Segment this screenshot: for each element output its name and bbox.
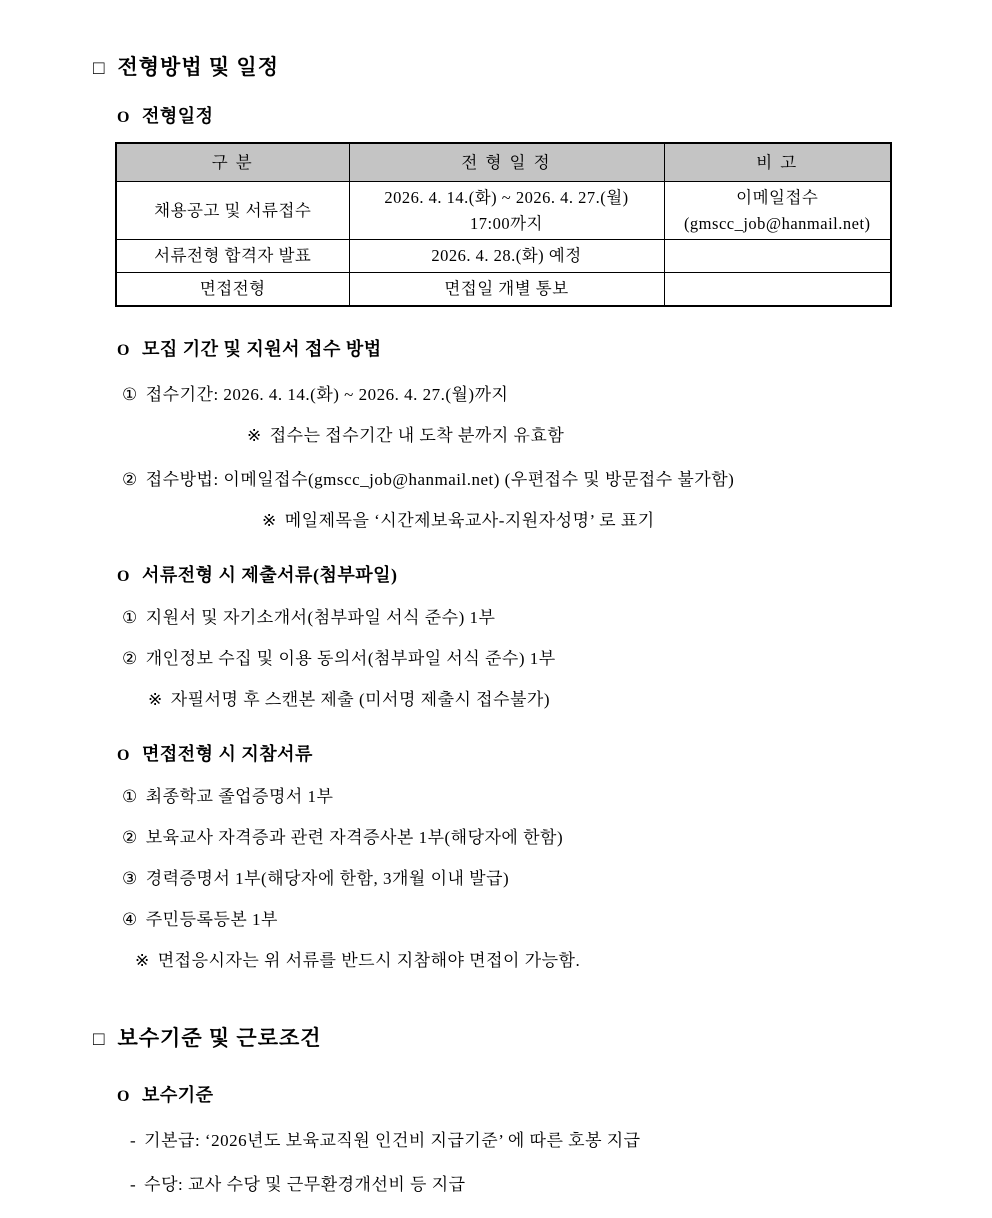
list-item [0,383,992,407]
subsection-title-text: 면접전형 시 지참서류 [141,744,313,764]
table-row [116,240,891,273]
subsection-schedule [0,104,992,130]
subsection-title-text: 보수기준 [141,1085,214,1105]
list-item [0,606,992,630]
subsection-title-text: 모집 기간 및 지원서 접수 방법 [141,339,382,359]
reference-mark-icon: ※ [247,426,262,445]
cell-schedule [349,182,664,240]
circle-bullet-icon: O [117,747,130,764]
subsection-apply [0,337,992,363]
list-item [0,785,992,809]
list-item-text: 접수는 접수기간 내 도착 분까지 유효함 [269,426,565,445]
table-header-row [116,143,891,182]
reference-mark-icon: ※ [262,511,277,530]
table-row [116,182,891,240]
subsection-pay-standard [0,1083,992,1109]
note-line2: (gmscc_job@hanmail.net) [683,213,871,233]
circled-number-icon: ④ [122,910,138,929]
list-item-text: 수당: 교사 수당 및 근무환경개선비 등 지급 [144,1175,466,1194]
circle-bullet-icon: O [117,342,130,359]
circled-number-icon: ② [122,470,138,489]
cell-note [664,240,891,273]
list-item [0,826,992,850]
section-title-method [0,54,992,82]
list-item-text: 주민등록등본 1부 [145,910,278,929]
reference-mark-icon: ※ [135,951,150,970]
circled-number-icon: ① [122,787,138,806]
list-item-text: 면접응시자는 위 서류를 반드시 지참해야 면접이 가능함. [157,951,581,970]
circled-number-icon: ③ [122,869,138,888]
circle-bullet-icon: O [117,568,130,585]
section-title-text: 보수기준 및 근로조건 [117,1026,322,1050]
dash-bullet-icon: - [130,1131,137,1150]
square-bullet-icon: □ [93,1029,106,1050]
subsection-title-text: 서류전형 시 제출서류(첨부파일) [141,565,398,585]
list-item [0,1173,992,1197]
circled-number-icon: ① [122,385,138,404]
square-bullet-icon: □ [93,58,106,79]
section-title-text: 전형방법 및 일정 [117,55,279,79]
cell-category: 채용공고 및 서류접수 [116,182,349,240]
list-item-note [0,688,992,712]
list-item [0,867,992,891]
list-item-note [0,424,992,448]
dash-bullet-icon: - [130,1175,137,1194]
cell-note [664,182,891,240]
list-item [0,1129,992,1153]
header-note: 비 고 [664,143,891,182]
subsection-docs [0,563,992,589]
table-row [116,273,891,307]
list-item-note [0,949,992,973]
list-item-text: 개인정보 수집 및 이용 동의서(첨부파일 서식 준수) 1부 [145,649,556,668]
circled-number-icon: ② [122,649,138,668]
list-item-text: 기본급: ‘2026년도 보육교직원 인건비 지급기준’ 에 따른 호봉 지급 [144,1131,641,1150]
list-item-text: 자필서명 후 스캔본 제출 (미서명 제출시 접수불가) [170,690,551,709]
header-category: 구 분 [116,143,349,182]
list-item-text: 접수방법: 이메일접수(gmscc_job@hanmail.net) (우편접수 및 방문접수 불가함) [145,470,735,489]
reference-mark-icon: ※ [148,690,163,709]
subsection-title-text: 전형일정 [141,106,214,126]
circled-number-icon: ① [122,608,138,627]
list-item [0,647,992,671]
note-line1: 이메일접수 [736,187,819,207]
circle-bullet-icon: O [117,1088,130,1105]
cell-schedule: 2026. 4. 28.(화) 예정 [349,240,664,273]
schedule-line2: 17:00까지 [470,213,543,233]
cell-note [664,273,891,307]
cell-category: 면접전형 [116,273,349,307]
list-item-text: 경력증명서 1부(해당자에 한함, 3개월 이내 발급) [145,869,510,888]
list-item-text: 최종학교 졸업증명서 1부 [145,787,334,806]
list-item-text: 보육교사 자격증과 관련 자격증사본 1부(해당자에 한함) [145,828,564,847]
cell-schedule: 면접일 개별 통보 [349,273,664,307]
list-item [0,468,992,492]
list-item [0,908,992,932]
schedule-table [115,142,892,307]
schedule-line1: 2026. 4. 14.(화) ~ 2026. 4. 27.(월) [384,187,629,207]
header-schedule: 전 형 일 정 [349,143,664,182]
list-item-note [0,509,992,533]
list-item-text: 지원서 및 자기소개서(첨부파일 서식 준수) 1부 [145,608,496,627]
list-item-text: 접수기간: 2026. 4. 14.(화) ~ 2026. 4. 27.(월)까지 [145,385,509,404]
circled-number-icon: ② [122,828,138,847]
list-item-text: 메일제목을 ‘시간제보육교사-지원자성명’ 로 표기 [284,511,655,530]
document-page [0,54,992,1218]
circle-bullet-icon: O [117,109,130,126]
cell-category: 서류전형 합격자 발표 [116,240,349,273]
section-title-pay [0,1025,992,1053]
subsection-interview [0,742,992,768]
